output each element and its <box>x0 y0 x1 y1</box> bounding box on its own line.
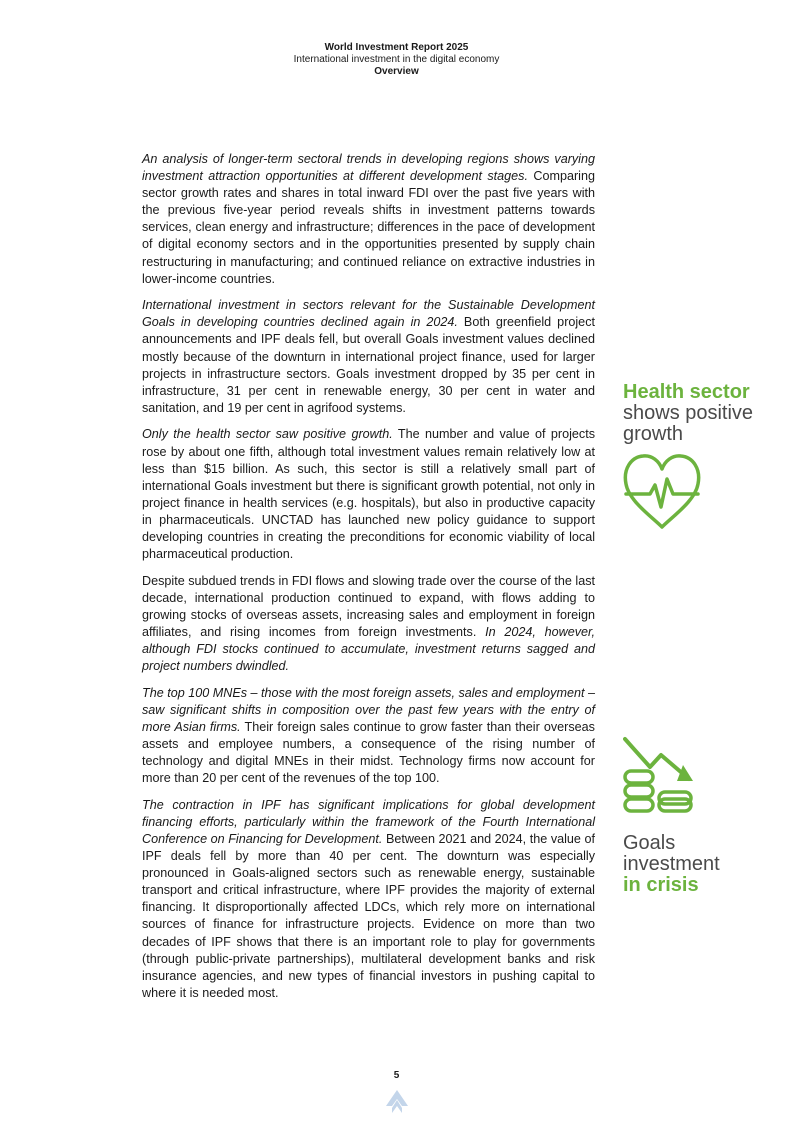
health-callout-bold: Health sector <box>623 381 750 403</box>
health-callout-caption <box>623 382 783 445</box>
sidebar-goals-callout <box>623 735 783 896</box>
paragraph-lead: Only the health sector saw positive growth. <box>142 427 393 442</box>
paragraph-lead: An analysis of longer-term sectoral trends in developing regions shows varying investment attraction opportunities at different development stages. <box>142 152 595 184</box>
paragraph-body: Between 2021 and 2024, the value of IPF deals fell by more than 40 per cent. The downturn was especially pronounced in Goals-aligned sectors such as renewable energy, sustainable transport and critical infrastructure, where IPF provides the majority of external financing. It disproportionally affected LDCs, which rely more on international sources of finance for infrastructure projects. Evidence on more than two decades of IPF shows that there is an important role to play for governments (through public-private partnerships), multilateral development banks and risk insurance agencies, and new types of financial investors in pushing capital to where it is needed most. <box>142 831 595 1000</box>
paragraph-lead: The contraction in IPF has significant implications for global development financing efforts, particularly within the framework of the Fourth International Conference on Financing for Development. <box>142 797 595 846</box>
coins-down-arrow-icon <box>623 735 695 813</box>
running-header <box>0 42 793 78</box>
paragraph-body: Their foreign sales continue to grow faster than their overseas assets and employee numbers, a consequence of the rising number of technology and digital MNEs in their midst. Technology firms now account for more than 20 per cent of the revenues of the top 100. <box>142 719 595 786</box>
paragraph-health-sector <box>142 426 595 563</box>
paragraph-sdg-investment <box>142 297 595 417</box>
goals-callout-bold: in crisis <box>623 874 699 896</box>
page-number: 5 <box>393 1070 400 1081</box>
paragraph-trail: In 2024, however, although FDI stocks continued to accumulate, investment returns sagged and project numbers dwindled. <box>142 624 595 674</box>
scroll-to-top-icon[interactable] <box>385 1088 409 1114</box>
sidebar-health-callout <box>623 382 783 533</box>
paragraph-sectoral-trends <box>142 151 595 288</box>
paragraph-body: Both greenfield project announcements and IPF deals fell, but overall Goals investment values declined mostly because of the downturn in international project finance, used for larger projects in infrastructure sectors. Goals investment dropped by 35 per cent in infrastructure, 31 per cent in renewable energy, 30 per cent in water and sanitation, and 19 per cent in agrifood systems. <box>142 315 595 415</box>
paragraph-body: Despite subdued trends in FDI flows and slowing trade over the course of the last decade, international production continued to expand, with flows adding to growing stocks of overseas assets, increasing sales and employment in foreign affiliates, and rising incomes from foreign investments. <box>142 573 595 639</box>
goals-callout-line: investment <box>623 853 720 875</box>
main-text <box>142 151 595 1011</box>
section-name: Overview <box>374 66 419 77</box>
goals-callout-line: Goals <box>623 832 676 854</box>
paragraph-international-production <box>142 573 595 676</box>
health-callout-line: growth <box>623 423 684 445</box>
paragraph-lead: International investment in sectors relevant for the Sustainable Development Goals in developing countries declined again in 2024. <box>142 298 595 330</box>
goals-callout-caption <box>623 833 783 896</box>
heart-pulse-icon <box>623 451 701 533</box>
paragraph-lead: The top 100 MNEs – those with the most foreign assets, sales and employment – saw significant shifts in composition over the past few years with the entry of more Asian firms. <box>142 685 595 734</box>
paragraph-body: The number and value of projects rose by about one fifth, although total investment values remain relatively low at less than $15 billion. As such, this sector is still a relatively small part of international Goals investment but there is significant growth potential, not only in project finance in health services (e.g. hospitals), but also in productive capacity in pharmaceuticals. UNCTAD has launched new policy guidance to support developing countries in creating the preconditions for economic viability of local pharmaceutical production. <box>142 427 595 562</box>
report-title: World Investment Report 2025 <box>324 42 469 53</box>
report-subtitle: International investment in the digital economy <box>293 54 500 65</box>
paragraph-body: Comparing sector growth rates and shares in total inward FDI over the past five years with the previous five-year period reveals shifts in investment patterns towards services, clean energy and infrastructure; differences in the pace of development of digital economy sectors and in the opportunities presented by supply chain restructuring in manufacturing; and continued reliance on extractive industries in lower-income countries. <box>142 169 595 286</box>
health-callout-line: shows positive <box>623 402 754 424</box>
paragraph-top-100-mnes <box>142 685 595 788</box>
paragraph-ipf-contraction <box>142 797 595 1002</box>
